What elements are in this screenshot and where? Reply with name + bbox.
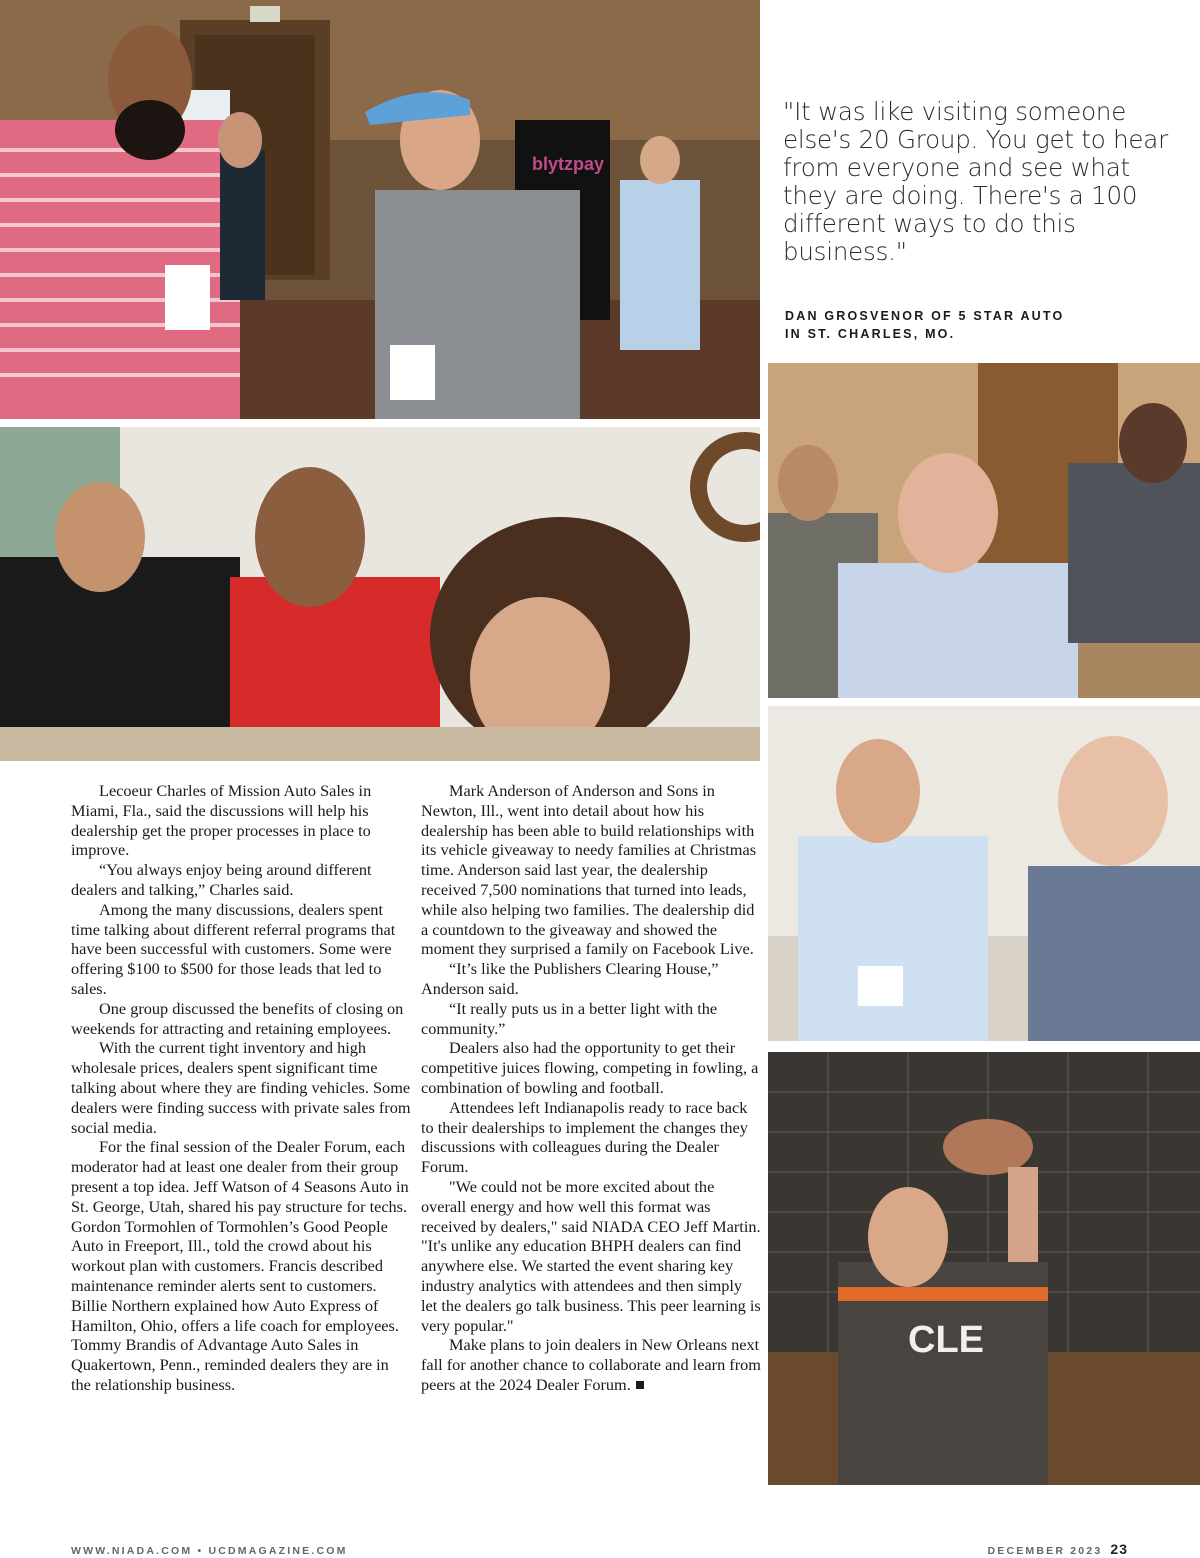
- page-number: 23: [1110, 1541, 1128, 1557]
- photo-fowling-throw: [768, 1052, 1200, 1485]
- photo-dealers-conversation: [0, 0, 760, 419]
- attribution-line-1: DAN GROSVENOR OF 5 STAR AUTO: [785, 309, 1065, 323]
- attribution-line-2: IN ST. CHARLES, MO.: [785, 327, 956, 341]
- paragraph: “It’s like the Publishers Clearing House,” Anderson said.: [421, 959, 719, 998]
- paragraph: With the current tight inventory and high wholesale prices, dealers spent significant time talking about where they are finding vehicles. Some dealers were finding success with private sales from social media.: [71, 1038, 411, 1137]
- photo-dealers-talking: [768, 706, 1200, 1041]
- paragraph: "We could not be more excited about the overall energy and how well this format was received by dealers," said NIADA CEO Jeff Martin. "It's unlike any education BHPH dealers can find anywhere else. We started the event sharing key industry analytics with attendees and then simply let the dealers go talk business. This peer learning is very popular.": [421, 1176, 761, 1335]
- pull-quote-attribution: [785, 307, 1185, 343]
- paragraph: Mark Anderson of Anderson and Sons in Newton, Ill., went into detail about how his dealership has been able to build relationships with its vehicle giveaway to needy families at Christmas time. Anderson said last year, the dealership received 7,500 nominations that turned into leads, while also helping two families. The dealership did a countdown to the giveaway and showed the moment they surprised a family on Facebook Live.: [421, 781, 757, 959]
- article-column-1: [71, 781, 411, 1395]
- footer-date: DECEMBER 2023: [987, 1545, 1103, 1557]
- paragraph: Lecoeur Charles of Mission Auto Sales in Miami, Fla., said the discussions will help his dealership get the proper processes in place to improve.: [71, 781, 372, 860]
- photo-dealer-gesturing: [768, 363, 1200, 698]
- paragraph-final: [421, 1335, 761, 1394]
- paragraph: “It really puts us in a better light with the community.”: [421, 998, 718, 1038]
- footer-date-page: [987, 1541, 1128, 1557]
- end-mark-icon: [636, 1381, 644, 1389]
- footer-websites: WWW.NIADA.COM • UCDMAGAZINE.COM: [71, 1545, 348, 1557]
- paragraph: “You always enjoy being around different dealers and talking,” Charles said.: [71, 860, 372, 899]
- paragraph: Dealers also had the opportunity to get their competitive juices flowing, competing in fowling, a combination of bowling and football.: [421, 1038, 759, 1097]
- cle-shirt-text: CLE: [908, 1319, 984, 1361]
- paragraph-final-text: Make plans to join dealers in New Orleans next fall for another chance to collaborate and learn from peers at the 2024 Dealer Forum.: [421, 1335, 761, 1394]
- paragraph: One group discussed the benefits of closing on weekends for attracting and retaining employees.: [71, 998, 404, 1038]
- pull-quote: "It was like visiting someone else's 20 Group. You get to hear from everyone and see what they are doing. There's a 100 different ways to do this business.": [783, 97, 1168, 266]
- photo-dealers-seated: [0, 427, 760, 761]
- paragraph: Among the many discussions, dealers spent time talking about different referral programs that have been successful with customers. Some were offering $100 to $500 for those leads that led to sales.: [71, 899, 396, 998]
- paragraph: Attendees left Indianapolis ready to race back to their dealerships to implement the changes they discussions with colleagues during the Dealer Forum.: [421, 1097, 748, 1177]
- paragraph: For the final session of the Dealer Forum, each moderator had at least one dealer from their group present a top idea. Jeff Watson of 4 Seasons Auto in St. George, Utah, shared his pay structure for techs. Gordon Tormohlen of Tormohlen’s Good People Auto in Freeport, Ill., told the crowd about his workout plan with customers. Francis described maintenance reminder alerts sent to customers. Billie Northern explained how Auto Express of Hamilton, Ohio, offers a life coach for employees. Tommy Brandis of Advantage Auto Sales in Quakertown, Penn., reminded dealers they are in the relationship business.: [71, 1137, 409, 1394]
- article-column-2: [421, 781, 761, 1395]
- blytzpay-brand-text: blytzpay: [532, 154, 605, 174]
